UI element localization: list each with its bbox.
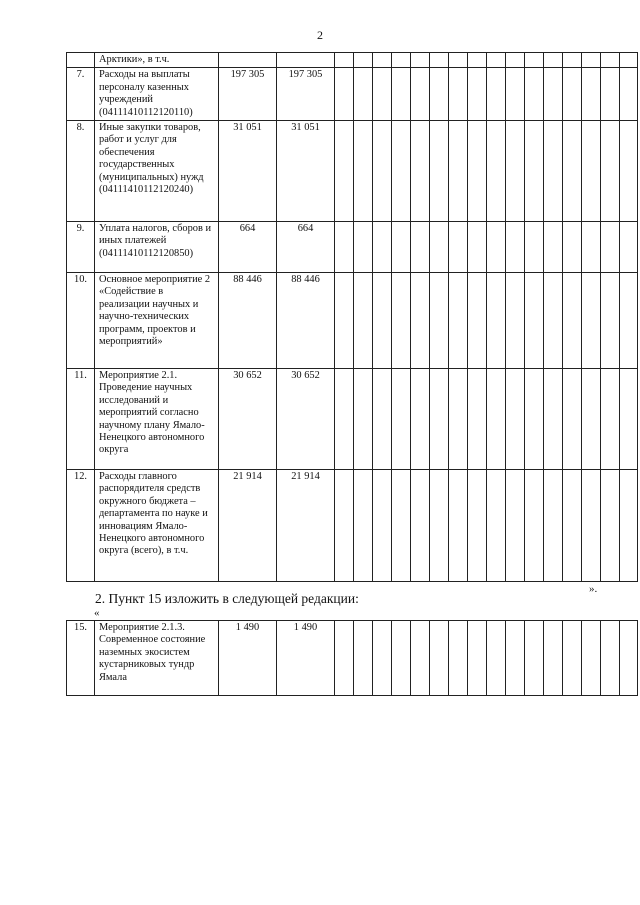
- empty-cell: [354, 222, 373, 273]
- table-row: [67, 621, 638, 696]
- empty-cell: [601, 369, 620, 470]
- row-value-1: 197 305: [219, 68, 277, 121]
- empty-cell: [335, 621, 354, 696]
- empty-cell: [487, 53, 506, 68]
- empty-cell: [430, 68, 449, 121]
- empty-cell: [430, 222, 449, 273]
- empty-cell: [468, 470, 487, 582]
- row-name: Основное мероприятие 2 «Содействие в реализации научных и научно-технических программ, проектов и мероприятий»: [95, 273, 219, 369]
- empty-cell: [411, 121, 430, 222]
- empty-cell: [525, 222, 544, 273]
- empty-cell: [525, 273, 544, 369]
- empty-cell: [449, 369, 468, 470]
- empty-cell: [487, 470, 506, 582]
- empty-cell: [468, 222, 487, 273]
- empty-cell: [544, 470, 563, 582]
- empty-cell: [411, 621, 430, 696]
- empty-cell: [373, 369, 392, 470]
- empty-cell: [525, 369, 544, 470]
- empty-cell: [563, 53, 582, 68]
- instruction-text: 2. Пункт 15 изложить в следующей редакции:: [95, 591, 359, 606]
- empty-cell: [544, 53, 563, 68]
- row-number: 11.: [67, 369, 95, 470]
- empty-cell: [620, 53, 638, 68]
- row-value-2: 197 305: [277, 68, 335, 121]
- empty-cell: [449, 53, 468, 68]
- row-value-1: [219, 53, 277, 68]
- empty-cell: [601, 470, 620, 582]
- empty-cell: [544, 621, 563, 696]
- table-row: [67, 68, 638, 121]
- empty-cell: [354, 470, 373, 582]
- row-value-1: 30 652: [219, 369, 277, 470]
- empty-cell: [487, 68, 506, 121]
- empty-cell: [392, 222, 411, 273]
- empty-cell: [563, 369, 582, 470]
- empty-cell: [335, 470, 354, 582]
- row-value-2: 664: [277, 222, 335, 273]
- empty-cell: [582, 222, 601, 273]
- page-number: 2: [317, 28, 323, 42]
- empty-cell: [468, 273, 487, 369]
- empty-cell: [620, 68, 638, 121]
- empty-cell: [563, 68, 582, 121]
- empty-cell: [601, 621, 620, 696]
- empty-cell: [620, 369, 638, 470]
- empty-cell: [601, 53, 620, 68]
- empty-cell: [506, 273, 525, 369]
- empty-cell: [392, 53, 411, 68]
- empty-cell: [411, 53, 430, 68]
- empty-cell: [449, 470, 468, 582]
- empty-cell: [392, 68, 411, 121]
- row-value-2: [277, 53, 335, 68]
- empty-cell: [354, 121, 373, 222]
- empty-cell: [525, 121, 544, 222]
- row-name: Мероприятие 2.1. Проведение научных исследований и мероприятий согласно научному плану Ямало-Ненецкого автономного округа: [95, 369, 219, 470]
- empty-cell: [563, 470, 582, 582]
- empty-cell: [449, 121, 468, 222]
- empty-cell: [601, 121, 620, 222]
- row-name: Арктики», в т.ч.: [95, 53, 219, 68]
- row-value-1: 21 914: [219, 470, 277, 582]
- budget-table: [66, 52, 638, 582]
- row-name: Расходы главного распорядителя средств окружного бюджета – департамента по науке и инновациям Ямало-Ненецкого автономного округа (всего), в т.ч.: [95, 470, 219, 582]
- empty-cell: [449, 621, 468, 696]
- empty-cell: [582, 121, 601, 222]
- table-row: [67, 121, 638, 222]
- row-number: 15.: [67, 621, 95, 696]
- table-row: [67, 222, 638, 273]
- empty-cell: [373, 273, 392, 369]
- empty-cell: [506, 222, 525, 273]
- empty-cell: [544, 273, 563, 369]
- empty-cell: [563, 222, 582, 273]
- empty-cell: [468, 53, 487, 68]
- closing-quote: ».: [589, 583, 598, 595]
- empty-cell: [354, 369, 373, 470]
- row-value-2: 30 652: [277, 369, 335, 470]
- empty-cell: [468, 121, 487, 222]
- empty-cell: [544, 222, 563, 273]
- row-number: [67, 53, 95, 68]
- empty-cell: [335, 68, 354, 121]
- empty-cell: [601, 68, 620, 121]
- empty-cell: [468, 68, 487, 121]
- empty-cell: [601, 222, 620, 273]
- empty-cell: [373, 621, 392, 696]
- empty-cell: [506, 369, 525, 470]
- empty-cell: [563, 621, 582, 696]
- empty-cell: [506, 621, 525, 696]
- empty-cell: [468, 369, 487, 470]
- empty-cell: [392, 369, 411, 470]
- row-number: 12.: [67, 470, 95, 582]
- row-value-2: 1 490: [277, 621, 335, 696]
- empty-cell: [544, 369, 563, 470]
- empty-cell: [392, 121, 411, 222]
- empty-cell: [506, 68, 525, 121]
- empty-cell: [335, 369, 354, 470]
- row-value-2: 31 051: [277, 121, 335, 222]
- row-name: Иные закупки товаров, работ и услуг для обеспечения государственных (муниципальных) нужд (04111410112120240): [95, 121, 219, 222]
- empty-cell: [354, 273, 373, 369]
- row-value-1: 31 051: [219, 121, 277, 222]
- empty-cell: [335, 121, 354, 222]
- row-value-1: 664: [219, 222, 277, 273]
- table-row: [67, 273, 638, 369]
- empty-cell: [487, 222, 506, 273]
- empty-cell: [582, 621, 601, 696]
- empty-cell: [335, 53, 354, 68]
- empty-cell: [620, 273, 638, 369]
- empty-cell: [430, 121, 449, 222]
- empty-cell: [411, 68, 430, 121]
- empty-cell: [354, 53, 373, 68]
- empty-cell: [449, 68, 468, 121]
- empty-cell: [487, 621, 506, 696]
- empty-cell: [430, 470, 449, 582]
- empty-cell: [582, 53, 601, 68]
- empty-cell: [601, 273, 620, 369]
- empty-cell: [582, 68, 601, 121]
- empty-cell: [430, 621, 449, 696]
- empty-cell: [392, 470, 411, 582]
- empty-cell: [487, 369, 506, 470]
- empty-cell: [525, 470, 544, 582]
- empty-cell: [354, 621, 373, 696]
- empty-cell: [563, 273, 582, 369]
- empty-cell: [506, 53, 525, 68]
- empty-cell: [411, 470, 430, 582]
- empty-cell: [544, 68, 563, 121]
- opening-quote: «: [94, 607, 100, 619]
- empty-cell: [430, 273, 449, 369]
- empty-cell: [411, 369, 430, 470]
- row-value-2: 88 446: [277, 273, 335, 369]
- empty-cell: [620, 621, 638, 696]
- empty-cell: [582, 470, 601, 582]
- empty-cell: [620, 470, 638, 582]
- row-value-1: 1 490: [219, 621, 277, 696]
- empty-cell: [506, 470, 525, 582]
- empty-cell: [449, 273, 468, 369]
- empty-cell: [373, 470, 392, 582]
- empty-cell: [411, 222, 430, 273]
- empty-cell: [449, 222, 468, 273]
- empty-cell: [525, 68, 544, 121]
- empty-cell: [392, 621, 411, 696]
- empty-cell: [430, 53, 449, 68]
- empty-cell: [525, 53, 544, 68]
- empty-cell: [506, 121, 525, 222]
- empty-cell: [487, 121, 506, 222]
- empty-cell: [373, 222, 392, 273]
- table-row: [67, 470, 638, 582]
- empty-cell: [373, 121, 392, 222]
- row-value-1: 88 446: [219, 273, 277, 369]
- row-name: Расходы на выплаты персоналу казенных учреждений (04111410112120110): [95, 68, 219, 121]
- row-number: 8.: [67, 121, 95, 222]
- empty-cell: [468, 621, 487, 696]
- table-row: [67, 369, 638, 470]
- empty-cell: [582, 369, 601, 470]
- empty-cell: [335, 273, 354, 369]
- empty-cell: [620, 121, 638, 222]
- row-name: Мероприятие 2.1.3. Современное состояние наземных экосистем кустарниковых тундр Ямала: [95, 621, 219, 696]
- empty-cell: [563, 121, 582, 222]
- empty-cell: [430, 369, 449, 470]
- empty-cell: [373, 53, 392, 68]
- empty-cell: [525, 621, 544, 696]
- empty-cell: [411, 273, 430, 369]
- row-number: 9.: [67, 222, 95, 273]
- empty-cell: [544, 121, 563, 222]
- replacement-table: [66, 620, 638, 696]
- empty-cell: [373, 68, 392, 121]
- row-name: Уплата налогов, сборов и иных платежей (04111410112120850): [95, 222, 219, 273]
- empty-cell: [620, 222, 638, 273]
- empty-cell: [487, 273, 506, 369]
- empty-cell: [582, 273, 601, 369]
- table-row: [67, 53, 638, 68]
- row-value-2: 21 914: [277, 470, 335, 582]
- empty-cell: [335, 222, 354, 273]
- empty-cell: [354, 68, 373, 121]
- row-number: 10.: [67, 273, 95, 369]
- empty-cell: [392, 273, 411, 369]
- row-number: 7.: [67, 68, 95, 121]
